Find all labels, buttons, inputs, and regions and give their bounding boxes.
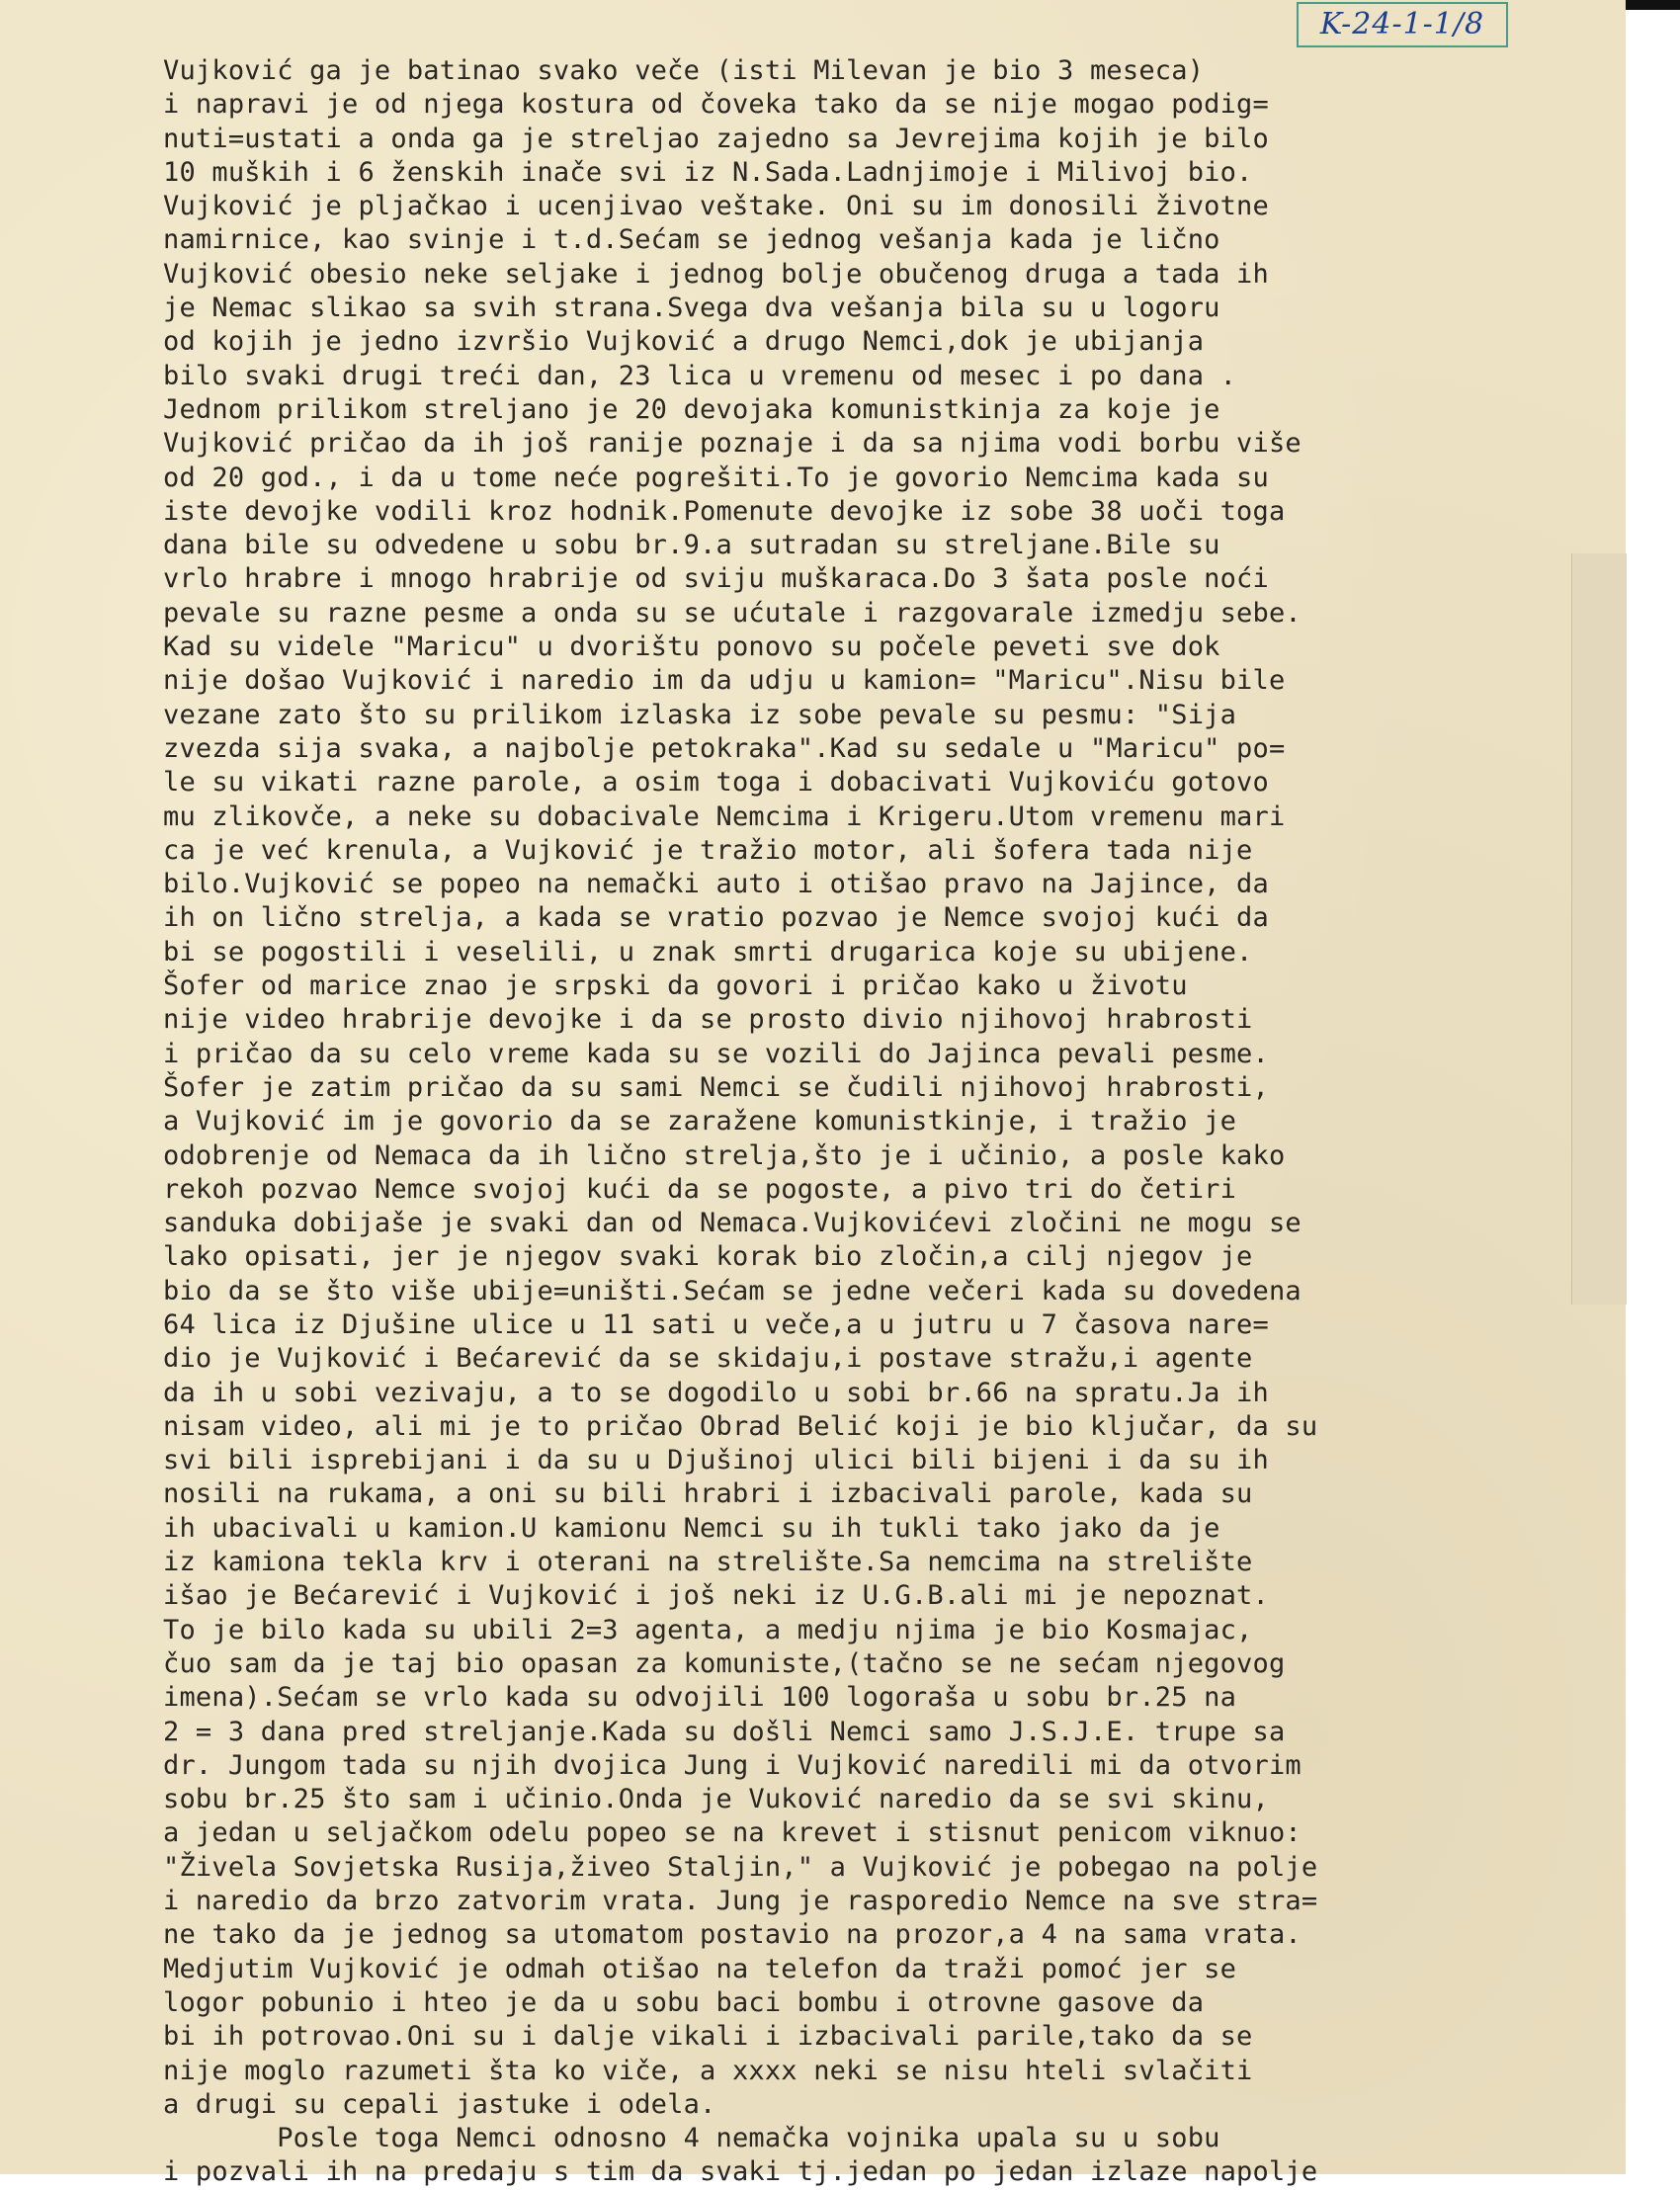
text-line: od 20 god., i da u tome neće pogrešiti.To je govorio Nemcima kada su <box>163 462 1269 493</box>
text-line: i pričao da su celo vreme kada su se vozili do Jajinca pevali pesme. <box>163 1038 1269 1069</box>
text-line: mu zlikovče, a neke su dobacivale Nemcima i Krigeru.Utom vremenu mari <box>163 800 1286 832</box>
text-line: vrlo hrabre i mnogo hrabrije od sviju muškaraca.Do 3 šata posle noći <box>163 563 1269 595</box>
text-line: bi ih potrovao.Oni su i dalje vikali i izbacivali parile,tako da se <box>163 2021 1253 2053</box>
text-line: i napravi je od njega kostura od čoveka tako da se nije mogao podig= <box>163 89 1269 121</box>
typewritten-text <box>163 54 1606 2190</box>
text-line: nisam video, ali mi je to pričao Obrad Belić koji je bio ključar, da su <box>163 1410 1318 1442</box>
text-line: Posle toga Nemci odnosno 4 nemačka vojnika upala su u sobu <box>163 2123 1220 2154</box>
text-line: iz kamiona tekla krv i oterani na strelište.Sa nemcima na strelište <box>163 1547 1253 1578</box>
text-line: le su vikati razne parole, a osim toga i dobacivati Vujkoviću gotovo <box>163 767 1269 799</box>
text-line: nije došao Vujković i naredio im da udju u kamion= "Maricu".Nisu bile <box>163 665 1286 697</box>
text-line: ca je već krenula, a Vujković je tražio motor, ali šofera tada nije <box>163 834 1253 866</box>
text-line: i naredio da brzo zatvorim vrata. Jung je rasporedio Nemce na sve stra= <box>163 1886 1318 1917</box>
text-line: Vujković je pljačkao i ucenjivao veštake. Oni su im donosili životne <box>163 191 1269 222</box>
text-line: nije moglo razumeti šta ko viče, a xxxx neki se nisu hteli svlačiti <box>163 2055 1253 2086</box>
text-line: i pozvali ih na predaju s tim da svaki tj.jedan po jedan izlaze napolje <box>163 2156 1318 2188</box>
text-line: bi se pogostili i veselili, u znak smrti drugarica koje su ubijene. <box>163 936 1253 968</box>
text-line: pevale su razne pesme a onda su se ućutale i razgovarale izmedju sebe. <box>163 597 1302 629</box>
text-line: 2 = 3 dana pred streljanje.Kada su došli Nemci samo J.S.J.E. trupe sa <box>163 1716 1286 1747</box>
text-line: 10 muških i 6 ženskih inače svi iz N.Sada.Ladnjimoje i Milivoj bio. <box>163 156 1253 188</box>
text-line: 64 lica iz Djušine ulice u 11 sati u veče,a u jutru u 7 časova nare= <box>163 1308 1269 1340</box>
text-line: Šofer od marice znao je srpski da govori i pričao kako u životu <box>163 970 1188 1002</box>
text-line: logor pobunio i hteo je da u sobu baci bombu i otrovne gasove da <box>163 1986 1205 2018</box>
text-line: vezane zato što su prilikom izlaska iz sobe pevale su pesmu: "Sija <box>163 699 1237 730</box>
text-line: imena).Sećam se vrlo kada su odvojili 100 logoraša u sobu br.25 na <box>163 1682 1237 1714</box>
text-line: sanduka dobijaše je svaki dan od Nemaca.Vujkovićevi zločini ne mogu se <box>163 1208 1302 1239</box>
archive-stamp: K-24-1-1/8 <box>1297 2 1508 47</box>
text-line: Jednom prilikom streljano je 20 devojaka komunistkinja za koje je <box>163 393 1220 425</box>
text-line: Vujković obesio neke seljake i jednog bolje obučenog druga a tada ih <box>163 258 1269 290</box>
text-line: išao je Bećarević i Vujković i još neki iz U.G.B.ali mi je nepoznat. <box>163 1580 1269 1612</box>
text-line: a drugi su cepali jastuke i odela. <box>163 2088 716 2120</box>
text-line: namirnice, kao svinje i t.d.Sećam se jednog vešanja kada je lično <box>163 224 1220 256</box>
text-line: ih on lično strelja, a kada se vratio pozvao je Nemce svojoj kući da <box>163 902 1269 934</box>
text-line: rekoh pozvao Nemce svojoj kući da se pogoste, a pivo tri do četiri <box>163 1173 1237 1205</box>
text-line: dana bile su odvedene u sobu br.9.a sutradan su streljane.Bile su <box>163 530 1220 561</box>
text-line: ih ubacivali u kamion.U kamionu Nemci su ih tukli tako jako da je <box>163 1512 1220 1544</box>
text-line: sobu br.25 što sam i učinio.Onda je Vuković naredio da se svi skinu, <box>163 1784 1269 1815</box>
scan-edge <box>1626 0 1680 10</box>
text-line: Šofer je zatim pričao da su sami Nemci se čudili njihovoj hrabrosti, <box>163 1071 1269 1103</box>
text-line: nuti=ustati a onda ga je streljao zajedno sa Jevrejima kojih je bilo <box>163 123 1269 154</box>
text-line: je Nemac slikao sa svih strana.Svega dva vešanja bila su u logoru <box>163 293 1220 324</box>
text-line: ne tako da je jednog sa utomatom postavio na prozor,a 4 na sama vrata. <box>163 1919 1302 1951</box>
text-line: Kad su videle "Maricu" u dvorištu ponovo su počele peveti sve dok <box>163 632 1220 663</box>
text-line: čuo sam da je taj bio opasan za komuniste,(tačno se ne sećam njegovog <box>163 1647 1286 1679</box>
text-line: odobrenje od Nemaca da ih lično strelja,što je i učinio, a posle kako <box>163 1139 1286 1171</box>
text-line: lako opisati, jer je njegov svaki korak bio zločin,a cilj njegov je <box>163 1241 1253 1273</box>
text-line: Vujković ga je batinao svako veče (isti Milevan je bio 3 meseca) <box>163 55 1205 86</box>
text-line: bio da se što više ubije=uništi.Sećam se jedne večeri kada su dovedena <box>163 1275 1302 1306</box>
text-line: To je bilo kada su ubili 2=3 agenta, a medju njima je bio Kosmajac, <box>163 1614 1253 1645</box>
text-line: da ih u sobi vezivaju, a to se dogodilo u sobi br.66 na spratu.Ja ih <box>163 1377 1269 1408</box>
text-line: dio je Vujković i Bećarević da se skidaju,i postave stražu,i agente <box>163 1343 1253 1375</box>
text-line: bilo.Vujković se popeo na nemački auto i otišao pravo na Jajince, da <box>163 869 1269 900</box>
text-line: a jedan u seljačkom odelu popeo se na krevet i stisnut penicom viknuo: <box>163 1817 1302 1849</box>
text-line: od kojih je jedno izvršio Vujković a drugo Nemci,dok je ubijanja <box>163 326 1205 358</box>
text-line: nosili na rukama, a oni su bili hrabri i izbacivali parole, kada su <box>163 1478 1253 1510</box>
text-line: zvezda sija svaka, a najbolje petokraka".Kad su sedale u "Maricu" po= <box>163 732 1286 764</box>
text-line: bilo svaki drugi treći dan, 23 lica u vremenu od mesec i po dana . <box>163 360 1237 391</box>
text-line: iste devojke vodili kroz hodnik.Pomenute devojke iz sobe 38 uoči toga <box>163 495 1286 527</box>
text-line: dr. Jungom tada su njih dvojica Jung i Vujković naredili mi da otvorim <box>163 1749 1302 1781</box>
text-line: nije video hrabrije devojke i da se prosto divio njihovoj hrabrosti <box>163 1004 1253 1036</box>
text-line: a Vujković im je govorio da se zaražene komunistkinje, i tražio je <box>163 1106 1237 1137</box>
text-line: Medjutim Vujković je odmah otišao na telefon da traži pomoć jer se <box>163 1953 1237 1984</box>
text-line: "Živela Sovjetska Rusija,živeo Staljin," a Vujković je pobegao na polje <box>163 1851 1318 1883</box>
text-line: Vujković pričao da ih još ranije poznaje i da sa njima vodi borbu više <box>163 428 1302 460</box>
text-line: svi bili isprebijani i da su u Djušinoj ulici bili bijeni i da su ih <box>163 1445 1269 1476</box>
